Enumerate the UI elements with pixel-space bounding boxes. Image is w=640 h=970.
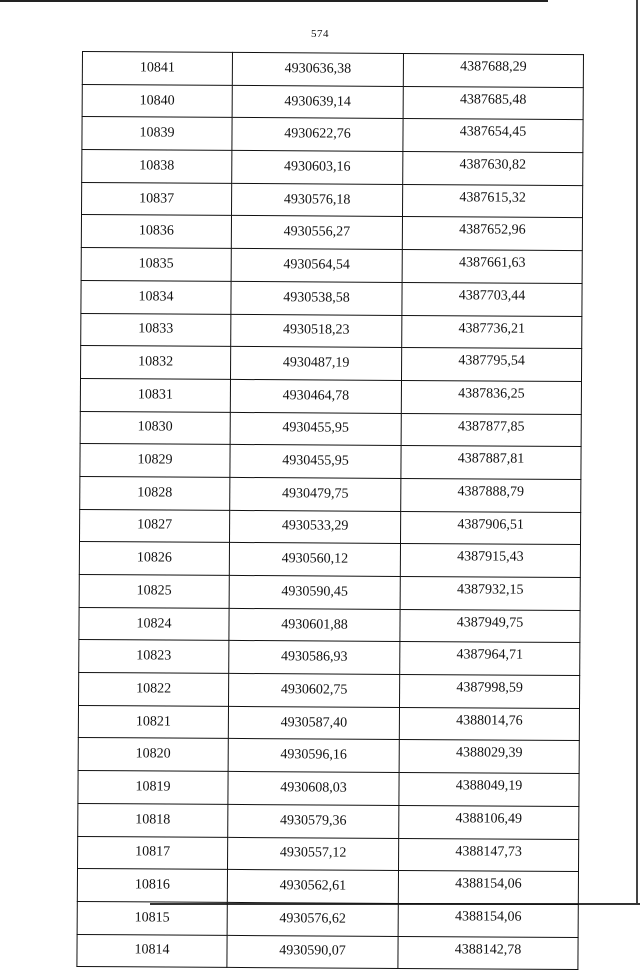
point-number-cell: 10815 — [77, 901, 227, 935]
table-row — [79, 607, 580, 643]
table-row — [82, 150, 583, 186]
coordinate-x-cell: 4930464,78 — [230, 379, 401, 413]
table-row — [80, 411, 581, 447]
table-row — [79, 640, 580, 676]
table-row — [78, 803, 579, 839]
table-row — [79, 542, 580, 578]
coordinate-x-cell: 4930556,27 — [231, 216, 402, 250]
coordinate-x-cell: 4930579,36 — [228, 804, 399, 838]
table-row — [78, 738, 579, 774]
table-row — [80, 476, 581, 512]
coordinate-y-cell: 4387888,79 — [401, 478, 581, 512]
scan-top-edge — [0, 0, 548, 2]
point-number-cell: 10828 — [80, 476, 230, 510]
coordinate-y-cell: 4388049,19 — [399, 773, 579, 807]
table-row — [77, 934, 578, 970]
coordinate-y-cell: 4387964,71 — [400, 642, 580, 676]
coordinate-x-cell: 4930639,14 — [232, 85, 403, 119]
coordinate-x-cell: 4930518,23 — [231, 314, 402, 348]
point-number-cell: 10838 — [82, 150, 232, 184]
point-number-cell: 10835 — [81, 248, 231, 282]
point-number-cell: 10837 — [81, 182, 231, 216]
table-row — [81, 182, 582, 218]
table-row — [80, 444, 581, 480]
coordinate-y-cell: 4387915,43 — [400, 544, 580, 578]
table-row — [77, 869, 578, 905]
coordinate-y-cell: 4387795,54 — [401, 348, 581, 382]
coordinate-x-cell: 4930564,54 — [231, 249, 402, 283]
coordinate-y-cell: 4388014,76 — [399, 707, 579, 741]
coordinate-y-cell: 4388147,73 — [398, 838, 578, 872]
coordinate-y-cell: 4387932,15 — [400, 576, 580, 610]
coordinate-y-cell: 4387652,96 — [402, 217, 582, 251]
point-number-cell: 10818 — [78, 803, 228, 837]
coordinate-x-cell: 4930576,18 — [231, 183, 402, 217]
table-row — [82, 117, 583, 153]
table-row — [82, 52, 583, 88]
point-number-cell: 10827 — [80, 509, 230, 543]
coordinate-x-cell: 4930587,40 — [228, 706, 399, 740]
coordinate-x-cell: 4930601,88 — [229, 608, 400, 642]
coordinate-x-cell: 4930603,16 — [232, 150, 403, 184]
scan-right-edge — [636, 0, 638, 905]
coordinate-y-cell: 4387877,85 — [401, 413, 581, 447]
point-number-cell: 10836 — [81, 215, 231, 249]
coordinates-table — [76, 51, 584, 970]
coordinate-y-cell: 4387887,81 — [401, 446, 581, 480]
coordinate-y-cell: 4387998,59 — [399, 675, 579, 709]
point-number-cell: 10841 — [82, 52, 232, 86]
coordinate-x-cell: 4930608,03 — [228, 772, 399, 806]
point-number-cell: 10840 — [82, 84, 232, 118]
point-number-cell: 10829 — [80, 444, 230, 478]
table-row — [77, 901, 578, 937]
point-number-cell: 10821 — [78, 705, 228, 739]
coordinate-y-cell: 4387685,48 — [403, 86, 583, 120]
point-number-cell: 10825 — [79, 574, 229, 608]
table-row — [82, 84, 583, 120]
coordinate-x-cell: 4930602,75 — [229, 673, 400, 707]
coordinate-y-cell: 4388029,39 — [399, 740, 579, 774]
coordinate-y-cell: 4387661,63 — [402, 250, 582, 284]
table-row — [81, 248, 582, 284]
point-number-cell: 10822 — [79, 673, 229, 707]
coordinates-table-wrapper — [76, 51, 584, 970]
coordinate-y-cell: 4387703,44 — [402, 282, 582, 316]
coordinate-x-cell: 4930590,45 — [229, 575, 400, 609]
point-number-cell: 10814 — [77, 934, 227, 968]
point-number-cell: 10833 — [81, 313, 231, 347]
coordinate-x-cell: 4930533,29 — [229, 510, 400, 544]
coordinate-y-cell: 4388106,49 — [399, 805, 579, 839]
table-row — [79, 574, 580, 610]
point-number-cell: 10824 — [79, 607, 229, 641]
point-number-cell: 10830 — [80, 411, 230, 445]
page-number: 574 — [311, 28, 329, 40]
table-row — [78, 836, 579, 872]
coordinate-y-cell: 4387688,29 — [403, 53, 583, 87]
coordinate-y-cell: 4388154,06 — [398, 903, 578, 937]
table-row — [80, 509, 581, 545]
table-body — [77, 52, 584, 970]
point-number-cell: 10831 — [80, 378, 230, 412]
point-number-cell: 10816 — [77, 869, 227, 903]
coordinate-y-cell: 4387630,82 — [403, 152, 583, 186]
point-number-cell: 10832 — [81, 346, 231, 380]
coordinate-x-cell: 4930590,07 — [227, 935, 398, 969]
point-number-cell: 10819 — [78, 771, 228, 805]
table-row — [79, 673, 580, 709]
table-row — [80, 378, 581, 414]
point-number-cell: 10817 — [78, 836, 228, 870]
coordinate-x-cell: 4930622,76 — [232, 118, 403, 152]
coordinate-x-cell: 4930455,95 — [230, 412, 401, 446]
coordinate-x-cell: 4930586,93 — [229, 641, 400, 675]
table-row — [81, 346, 582, 382]
coordinate-y-cell: 4387906,51 — [400, 511, 580, 545]
coordinate-x-cell: 4930636,38 — [232, 52, 403, 86]
coordinate-y-cell: 4388142,78 — [398, 936, 578, 970]
coordinate-y-cell: 4387836,25 — [401, 380, 581, 414]
coordinate-y-cell: 4387654,45 — [403, 119, 583, 153]
coordinate-y-cell: 4387736,21 — [402, 315, 582, 349]
point-number-cell: 10823 — [79, 640, 229, 674]
coordinate-x-cell: 4930487,19 — [230, 347, 401, 381]
table-row — [81, 215, 582, 251]
coordinate-x-cell: 4930479,75 — [230, 477, 401, 511]
table-row — [78, 705, 579, 741]
coordinate-y-cell: 4388154,06 — [398, 871, 578, 905]
coordinate-x-cell: 4930538,58 — [231, 281, 402, 315]
table-row — [81, 313, 582, 349]
coordinate-x-cell: 4930560,12 — [229, 543, 400, 577]
coordinate-x-cell: 4930455,95 — [230, 445, 401, 479]
coordinate-x-cell: 4930596,16 — [228, 739, 399, 773]
coordinate-y-cell: 4387615,32 — [402, 184, 582, 218]
point-number-cell: 10839 — [82, 117, 232, 151]
point-number-cell: 10826 — [79, 542, 229, 576]
point-number-cell: 10834 — [81, 280, 231, 314]
coordinate-y-cell: 4387949,75 — [400, 609, 580, 643]
coordinate-x-cell: 4930557,12 — [228, 837, 399, 871]
coordinate-x-cell: 4930576,62 — [227, 902, 398, 936]
table-row — [78, 771, 579, 807]
table-row — [81, 280, 582, 316]
point-number-cell: 10820 — [78, 738, 228, 772]
coordinate-x-cell: 4930562,61 — [227, 870, 398, 904]
